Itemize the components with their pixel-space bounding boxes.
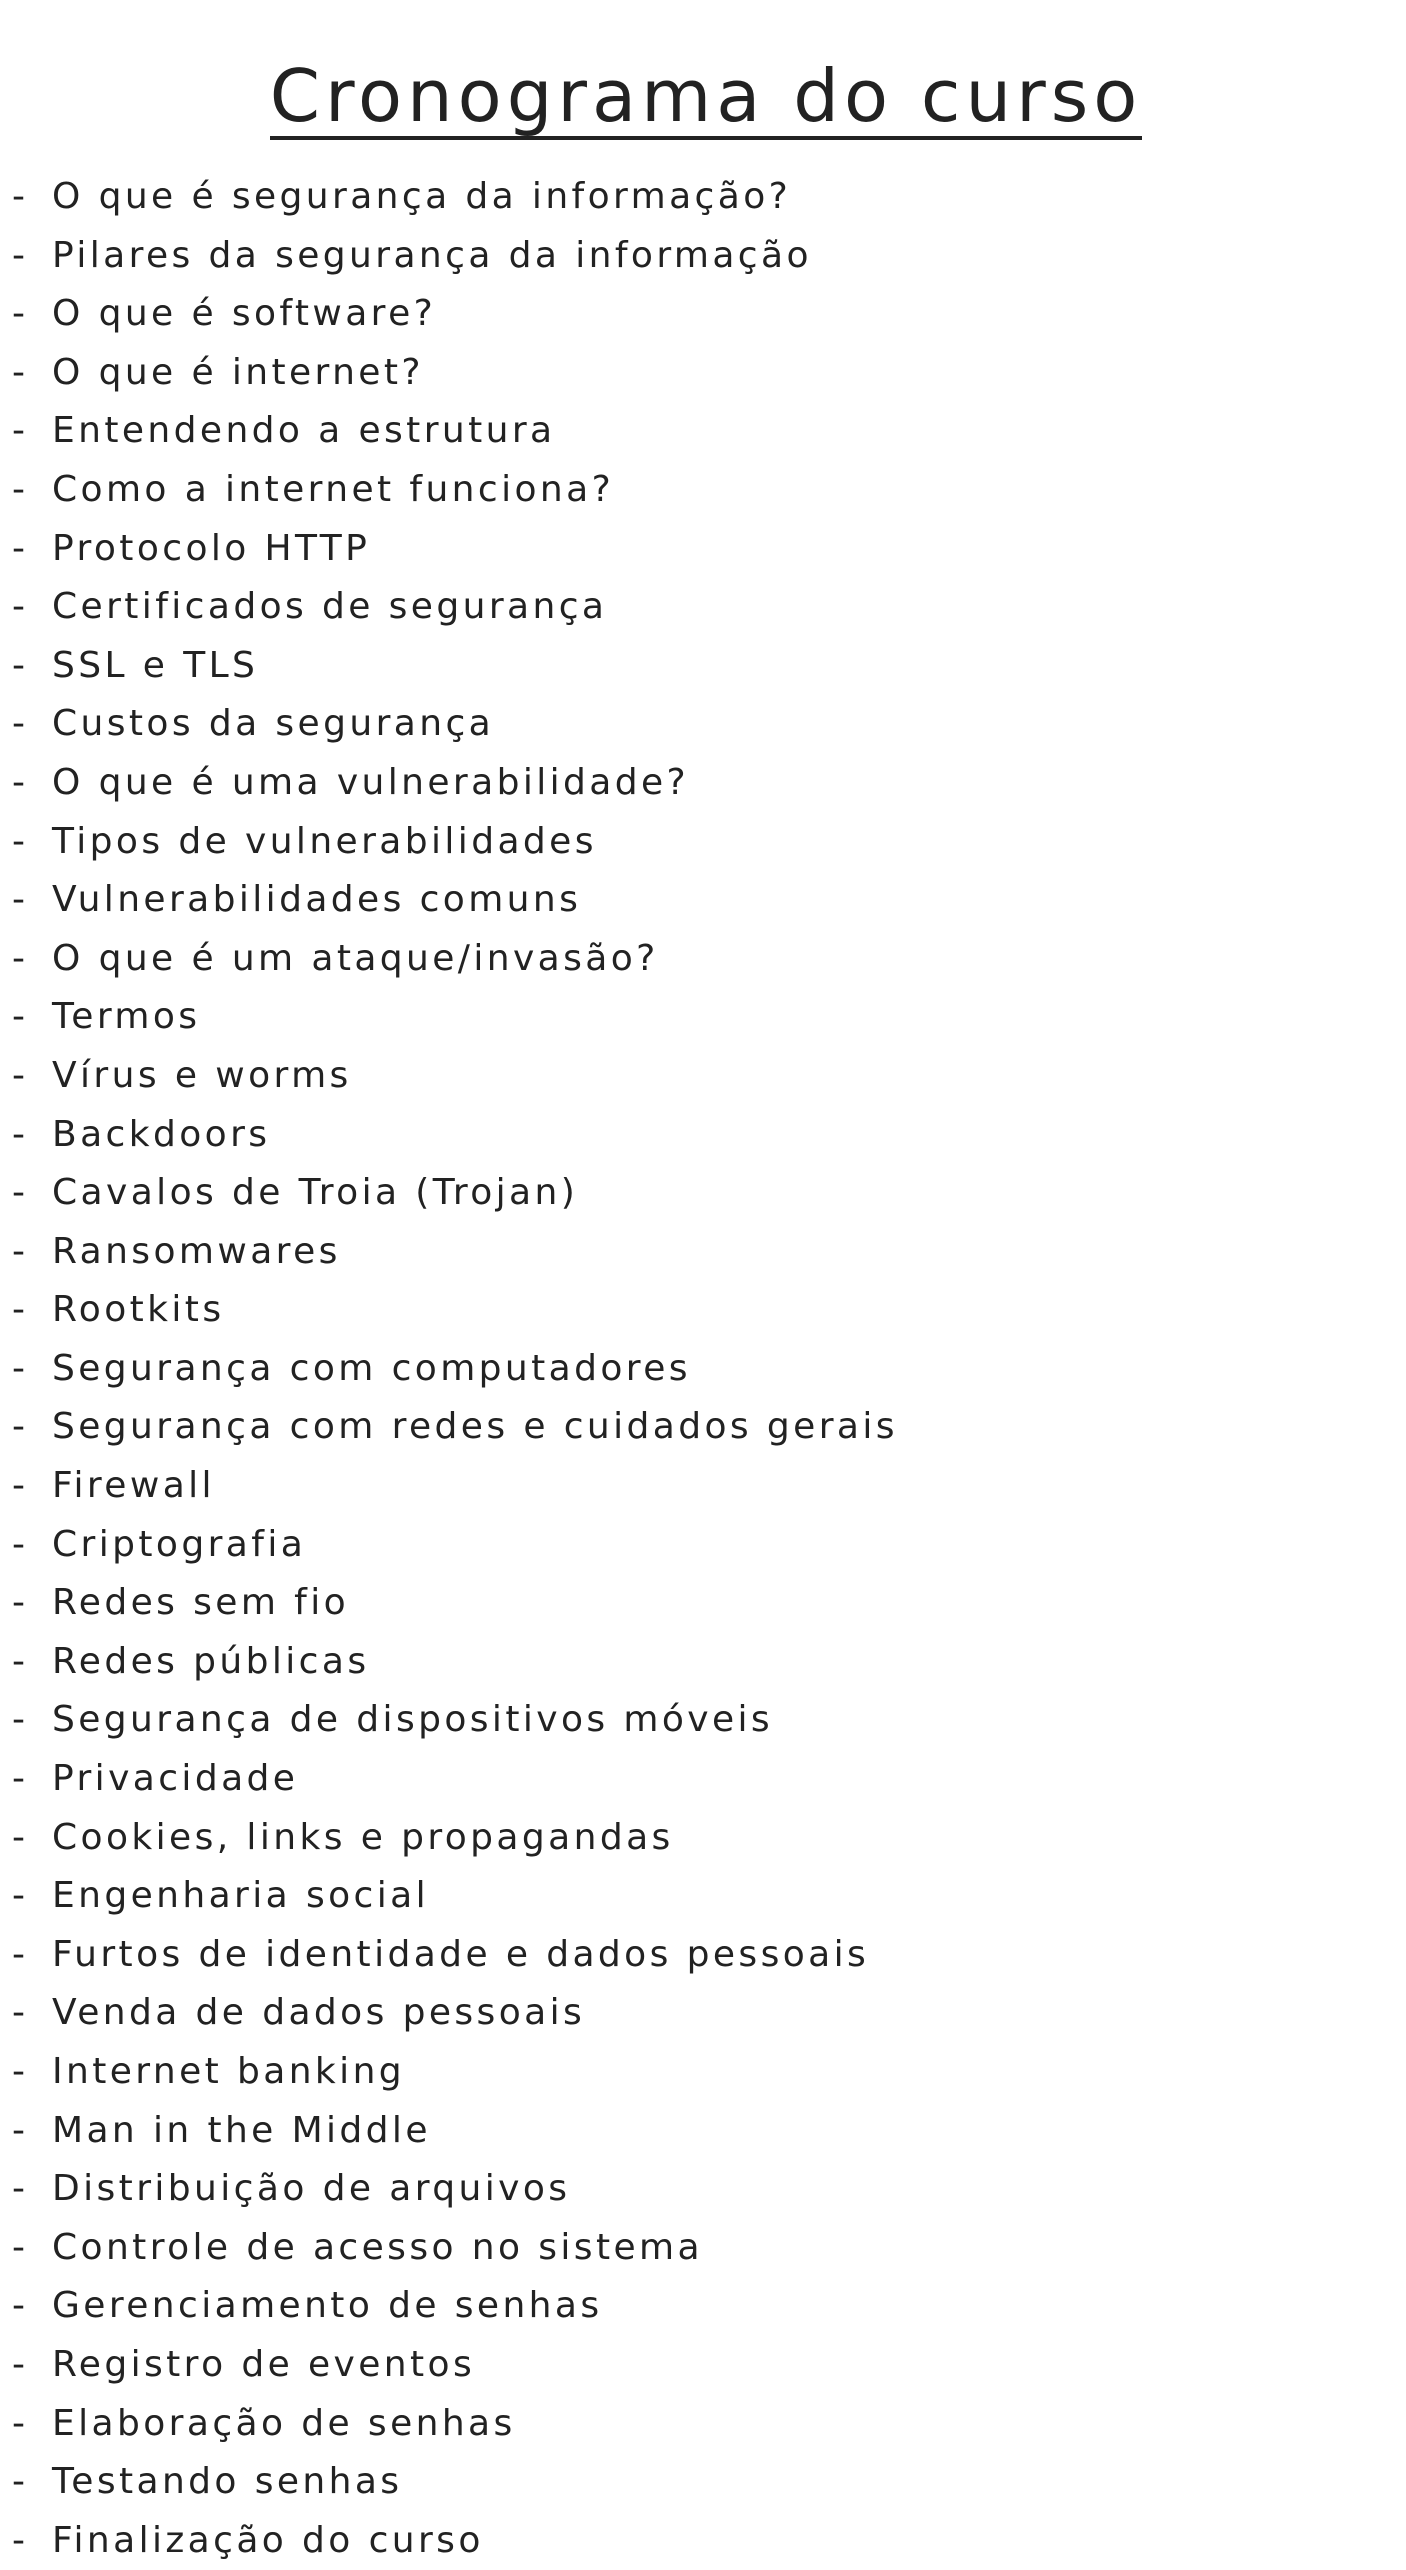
bullet-dash: -: [12, 351, 29, 393]
bullet-dash: -: [12, 761, 29, 803]
topic-item: [12, 1047, 898, 1106]
topic-label: Rootkits: [52, 1289, 225, 1331]
bullet-dash: -: [12, 703, 29, 745]
topic-label: Venda de dados pessoais: [52, 1992, 586, 2034]
topic-label: Cookies, links e propagandas: [52, 1816, 674, 1858]
topic-item: [12, 1691, 898, 1750]
bullet-dash: -: [12, 2051, 29, 2092]
topic-label: Redes sem fio: [52, 1582, 350, 1624]
topic-item: [12, 1633, 898, 1692]
bullet-dash: -: [12, 1933, 29, 1975]
topic-label: O que é uma vulnerabilidade?: [52, 761, 690, 803]
topic-label: Custos da segurança: [52, 703, 495, 745]
topic-item: [12, 520, 898, 579]
topic-item: [12, 168, 898, 227]
bullet-dash: -: [12, 1113, 29, 1155]
topic-item: [12, 2102, 898, 2161]
bullet-dash: -: [12, 1054, 29, 1096]
topic-item: [12, 1750, 898, 1809]
bullet-dash: -: [12, 1758, 29, 1800]
bullet-dash: -: [12, 2402, 29, 2444]
bullet-dash: -: [12, 820, 29, 862]
topic-item: [12, 1574, 898, 1633]
topic-label: Controle de acesso no sistema: [52, 2226, 703, 2268]
topic-item: [12, 2453, 898, 2512]
topic-label: Pilares da segurança da informação: [52, 234, 812, 276]
topic-item: [12, 1926, 898, 1985]
topic-item: [12, 2043, 898, 2102]
bullet-dash: -: [12, 2285, 29, 2327]
bullet-dash: -: [12, 1289, 29, 1331]
bullet-dash: -: [12, 937, 29, 979]
topic-label: SSL e TLS: [52, 644, 259, 686]
topic-item: [12, 1984, 898, 2043]
topic-item: [12, 2219, 898, 2278]
bullet-dash: -: [12, 1523, 29, 1565]
bullet-dash: -: [12, 2519, 29, 2561]
topic-label: Segurança com computadores: [52, 1347, 691, 1389]
topic-label: Certificados de segurança: [52, 586, 608, 628]
topic-label: Internet banking: [52, 2051, 406, 2092]
topic-label: Segurança de dispositivos móveis: [52, 1699, 774, 1741]
topic-label: Como a internet funciona?: [52, 468, 615, 510]
topic-label: O que é internet?: [52, 351, 424, 393]
topic-item: [12, 1223, 898, 1282]
topic-label: Registro de eventos: [52, 2343, 476, 2385]
bullet-dash: -: [12, 468, 29, 510]
bullet-dash: -: [12, 2168, 29, 2210]
bullet-dash: -: [12, 996, 29, 1038]
bullet-dash: -: [12, 2343, 29, 2385]
topic-label: Man in the Middle: [52, 2109, 431, 2151]
topic-label: O que é um ataque/invasão?: [52, 937, 659, 979]
topic-label: O que é segurança da informação?: [52, 176, 792, 217]
topic-label: Entendendo a estrutura: [52, 410, 556, 452]
bullet-dash: -: [12, 2109, 29, 2151]
topic-item: [12, 871, 898, 930]
topic-item: [12, 344, 898, 403]
topic-label: Engenharia social: [52, 1875, 430, 1917]
bullet-dash: -: [12, 234, 29, 276]
topic-label: Criptografia: [52, 1523, 307, 1565]
bullet-dash: -: [12, 1699, 29, 1741]
topic-item: [12, 988, 898, 1047]
bullet-dash: -: [12, 1875, 29, 1917]
bullet-dash: -: [12, 879, 29, 921]
topic-label: Ransomwares: [52, 1230, 341, 1272]
bullet-dash: -: [12, 1230, 29, 1272]
topic-item: [12, 1516, 898, 1575]
bullet-dash: -: [12, 2461, 29, 2503]
topic-item: [12, 402, 898, 461]
topic-item: [12, 578, 898, 637]
topic-item: [12, 1340, 898, 1399]
topic-label: Termos: [52, 996, 201, 1038]
bullet-dash: -: [12, 1465, 29, 1507]
bullet-dash: -: [12, 527, 29, 569]
topic-label: O que é software?: [52, 293, 437, 335]
topic-item: [12, 930, 898, 989]
topic-list: [12, 168, 898, 2570]
topic-item: [12, 227, 898, 286]
topic-item: [12, 2160, 898, 2219]
topic-label: Gerenciamento de senhas: [52, 2285, 603, 2327]
bullet-dash: -: [12, 1640, 29, 1682]
topic-label: Redes públicas: [52, 1640, 370, 1682]
topic-item: [12, 2512, 898, 2570]
topic-item: [12, 813, 898, 872]
topic-label: Vírus e worms: [52, 1054, 352, 1096]
topic-label: Distribuição de arquivos: [52, 2168, 571, 2210]
topic-label: Testando senhas: [52, 2461, 403, 2503]
topic-label: Tipos de vulnerabilidades: [52, 820, 597, 862]
topic-label: Cavalos de Troia (Trojan): [52, 1172, 579, 1214]
topic-item: [12, 637, 898, 696]
topic-item: [12, 2277, 898, 2336]
topic-label: Finalização do curso: [52, 2519, 484, 2561]
bullet-dash: -: [12, 586, 29, 628]
topic-item: [12, 461, 898, 520]
bullet-dash: -: [12, 293, 29, 335]
topic-item: [12, 1398, 898, 1457]
topic-item: [12, 1281, 898, 1340]
bullet-dash: -: [12, 2226, 29, 2268]
topic-label: Backdoors: [52, 1113, 271, 1155]
topic-label: Segurança com redes e cuidados gerais: [52, 1406, 898, 1448]
bullet-dash: -: [12, 1347, 29, 1389]
topic-label: Privacidade: [52, 1758, 299, 1800]
bullet-dash: -: [12, 1172, 29, 1214]
bullet-dash: -: [12, 410, 29, 452]
bullet-dash: -: [12, 176, 29, 217]
bullet-dash: -: [12, 644, 29, 686]
topic-item: [12, 1457, 898, 1516]
topic-label: Protocolo HTTP: [52, 527, 371, 569]
topic-item: [12, 1106, 898, 1165]
topic-label: Vulnerabilidades comuns: [52, 879, 582, 921]
topic-item: [12, 285, 898, 344]
bullet-dash: -: [12, 1816, 29, 1858]
topic-item: [12, 2395, 898, 2454]
bullet-dash: -: [12, 1582, 29, 1624]
topic-label: Elaboração de senhas: [52, 2402, 516, 2444]
topic-item: [12, 695, 898, 754]
page-title-text: Cronograma do curso: [269, 54, 1143, 138]
bullet-dash: -: [12, 1406, 29, 1448]
topic-item: [12, 1809, 898, 1868]
topic-label: Furtos de identidade e dados pessoais: [52, 1933, 870, 1975]
topic-item: [12, 754, 898, 813]
page-title: [0, 50, 1406, 142]
topic-label: Firewall: [52, 1465, 215, 1507]
topic-item: [12, 2336, 898, 2395]
bullet-dash: -: [12, 1992, 29, 2034]
topic-item: [12, 1164, 898, 1223]
topic-item: [12, 1867, 898, 1926]
